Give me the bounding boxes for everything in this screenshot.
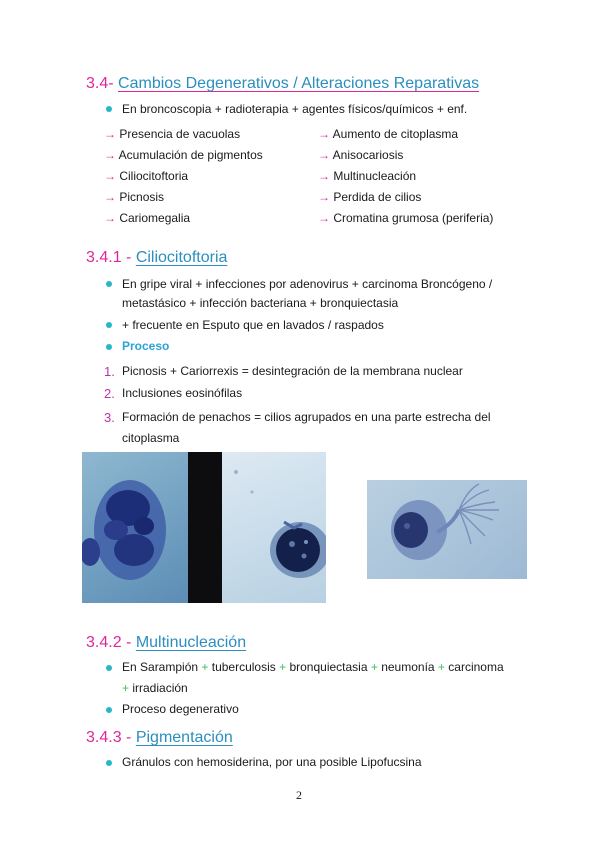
bullet-text: En Sarampión + tuberculosis + bronquiectasia + neumonía + carcinoma	[122, 660, 504, 674]
section-3-4-3-heading	[86, 729, 233, 747]
section-title: Pigmentación	[135, 729, 233, 746]
micrograph-image-2	[222, 452, 326, 603]
arrow-icon: →	[318, 169, 330, 183]
section-title: Cambios Degenerativos / Alteraciones Reparativas	[118, 75, 480, 92]
page-number: 2	[296, 788, 302, 802]
bullet-icon	[106, 281, 112, 287]
micrograph-image-3	[367, 480, 527, 579]
proceso-label: Proceso	[122, 339, 170, 353]
arrow-icon: →	[104, 190, 116, 204]
micrograph-image-1	[82, 452, 188, 603]
bullet-text: + frecuente en Esputo que en lavados / raspados	[122, 318, 384, 332]
arrow-icon: →	[318, 148, 330, 162]
ciliocytophthoria-cell-illustration	[82, 452, 188, 603]
numbered-item-text: Inclusiones eosinófilas	[122, 386, 243, 400]
arrow-icon: →	[104, 211, 116, 225]
numbered-item-text: Picnosis + Cariorrexis = desintegración de la membrana nuclear	[122, 364, 463, 378]
bullet-text: Proceso degenerativo	[122, 702, 239, 716]
numbered-item-text-cont: citoplasma	[122, 431, 180, 445]
arrow-list-right	[318, 124, 493, 229]
bullet-icon	[106, 106, 112, 112]
list-item: → Cromatina grumosa (periferia)	[318, 211, 494, 225]
list-item: → Perdida de cilios	[318, 190, 422, 204]
section-3-4-1-heading	[86, 249, 227, 267]
arrow-icon: →	[318, 190, 330, 204]
section-number: 3.4.1 -	[86, 249, 132, 266]
ciliary-tuft-cell-illustration	[367, 480, 527, 579]
list-item: → Picnosis	[104, 190, 165, 204]
bullet-text: En gripe viral + infecciones por adenovirus + carcinoma Broncógeno /	[122, 277, 493, 291]
bullet-icon	[106, 760, 112, 766]
list-item: → Aumento de citoplasma	[318, 127, 459, 141]
arrow-icon: →	[104, 169, 116, 183]
bullet-text-cont: metastásico + infección bacteriana + bronquiectasia	[122, 296, 399, 310]
arrow-list-left	[104, 124, 263, 229]
arrow-icon: →	[318, 127, 330, 141]
numbered-item: 2.	[104, 386, 115, 401]
section-title: Multinucleación	[135, 634, 247, 651]
list-item: → Cariomegalia	[104, 211, 191, 225]
numbered-item: 1.	[104, 364, 115, 379]
section-number: 3.4.3 -	[86, 729, 132, 746]
bullet-icon	[106, 665, 112, 671]
arrow-icon: →	[318, 211, 330, 225]
list-item: → Acumulación de pigmentos	[104, 148, 263, 162]
micrograph-divider	[188, 452, 222, 603]
list-item: → Anisocariosis	[318, 148, 404, 162]
list-item: → Multinucleación	[318, 169, 417, 183]
numbered-item: 3.	[104, 410, 115, 425]
arrow-icon: →	[104, 148, 116, 162]
bullet-icon	[106, 707, 112, 713]
section-3-4-heading	[86, 75, 479, 93]
bullet-icon	[106, 322, 112, 328]
section-number: 3.4-	[86, 75, 114, 92]
list-item: → Presencia de vacuolas	[104, 127, 241, 141]
section-title: Ciliocitoftoria	[135, 249, 228, 266]
bullet-text: En broncoscopia + radioterapia + agentes físicos/químicos + enf.	[122, 102, 468, 116]
bullet-text-cont: + irradiación	[122, 681, 188, 695]
bullet-icon	[106, 344, 112, 350]
section-3-4-2-heading	[86, 634, 246, 652]
list-item: → Ciliocitoftoria	[104, 169, 189, 183]
pyknotic-cell-illustration	[222, 452, 326, 603]
arrow-icon: →	[104, 127, 116, 141]
bullet-text: Gránulos con hemosiderina, por una posible Lipofucsina	[122, 755, 422, 769]
numbered-item-text: Formación de penachos = cilios agrupados en una parte estrecha del	[122, 410, 491, 424]
section-number: 3.4.2 -	[86, 634, 132, 651]
